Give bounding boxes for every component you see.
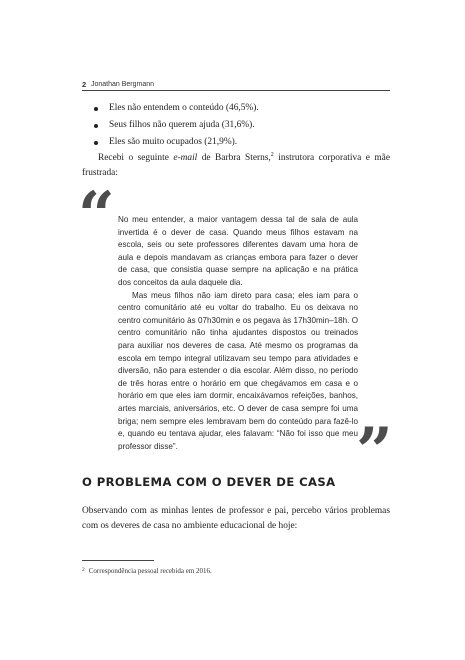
bullet-item <box>92 117 259 134</box>
bullet-text: Seus filhos não querem ajuda (31,6%). <box>109 120 255 130</box>
bullet-text: Eles são muito ocupados (21,9%). <box>109 137 238 147</box>
footnote-mark: 2 <box>82 567 85 573</box>
intro-text-end: instrutora corporativa e mãe frustrada: <box>82 153 390 178</box>
footnote <box>82 567 212 575</box>
bullet-item <box>92 134 259 151</box>
page-number: 2 <box>82 80 87 89</box>
bullet-icon <box>94 107 98 111</box>
bullet-icon <box>94 141 98 145</box>
header-rule <box>82 90 390 91</box>
intro-emphasis: e-mail <box>173 153 198 163</box>
close-quote-icon: ” <box>356 414 393 489</box>
intro-text-middle: de Barbra Sterns, <box>197 153 271 163</box>
running-header <box>82 80 390 90</box>
quote-paragraph: No meu entender, a maior vantagem dessa tal de sala de aula invertida é o dever de casa. Quando meus filhos estavam na escola, seis ou sete professores diferentes davam uma hora de aula e depois mandavam as crianças embora para fazer o dever de casa, que consistia quase sempre na aplicação e na prática dos conceitos da aula daquele dia. <box>118 215 358 287</box>
bullet-icon <box>94 124 98 128</box>
intro-text-start: Recebi o seguinte <box>98 153 174 163</box>
running-head-author: Jonathan Bergmann <box>91 80 155 88</box>
bullet-item <box>92 100 259 117</box>
open-quote-icon: “ <box>78 178 115 253</box>
bullet-text: Eles não entendem o conteúdo (46,5%). <box>109 103 259 113</box>
section-heading: O PROBLEMA COM O DEVER DE CASA <box>82 475 336 489</box>
footnote-reference: 2 <box>270 151 274 158</box>
footnote-text: Correspondência pessoal recebida em 2016. <box>88 567 212 575</box>
quote-paragraph: Mas meus filhos não iam direto para casa; eles iam para o centro comunitário até eu voltar do trabalho. Eu os deixava no centro comunitário às 07h30min e os pegava às 17h30min–18h. O centro comunitário não tinha ajudantes dispostos ou treinados para auxiliar nos deveres de casa. Até mesmo os programas da escola em tempo integral utilizavam seu tempo para atividades e diversão, não para estender o dia escolar. Além disso, no período de três horas entre o horário em que chegávamos em casa e o horário em que eles iam dormir, encaixávamos refeições, banhos, artes marciais, aniversários, etc. O dever de casa sempre foi uma briga; nem sempre eles lembravam bem do conteúdo para fazê-lo e, quando eu tentava ajudar, eles falavam: “Não foi isso que meu professor disse”. <box>118 290 358 451</box>
section-paragraph: Observando com as minhas lentes de professor e pai, percebo vários problemas com os deveres de casa no ambiente educacional de hoje: <box>82 506 390 531</box>
block-quote <box>118 214 358 453</box>
statistics-bullet-list <box>92 100 259 151</box>
intro-paragraph <box>82 151 390 181</box>
footnote-rule <box>82 560 154 561</box>
